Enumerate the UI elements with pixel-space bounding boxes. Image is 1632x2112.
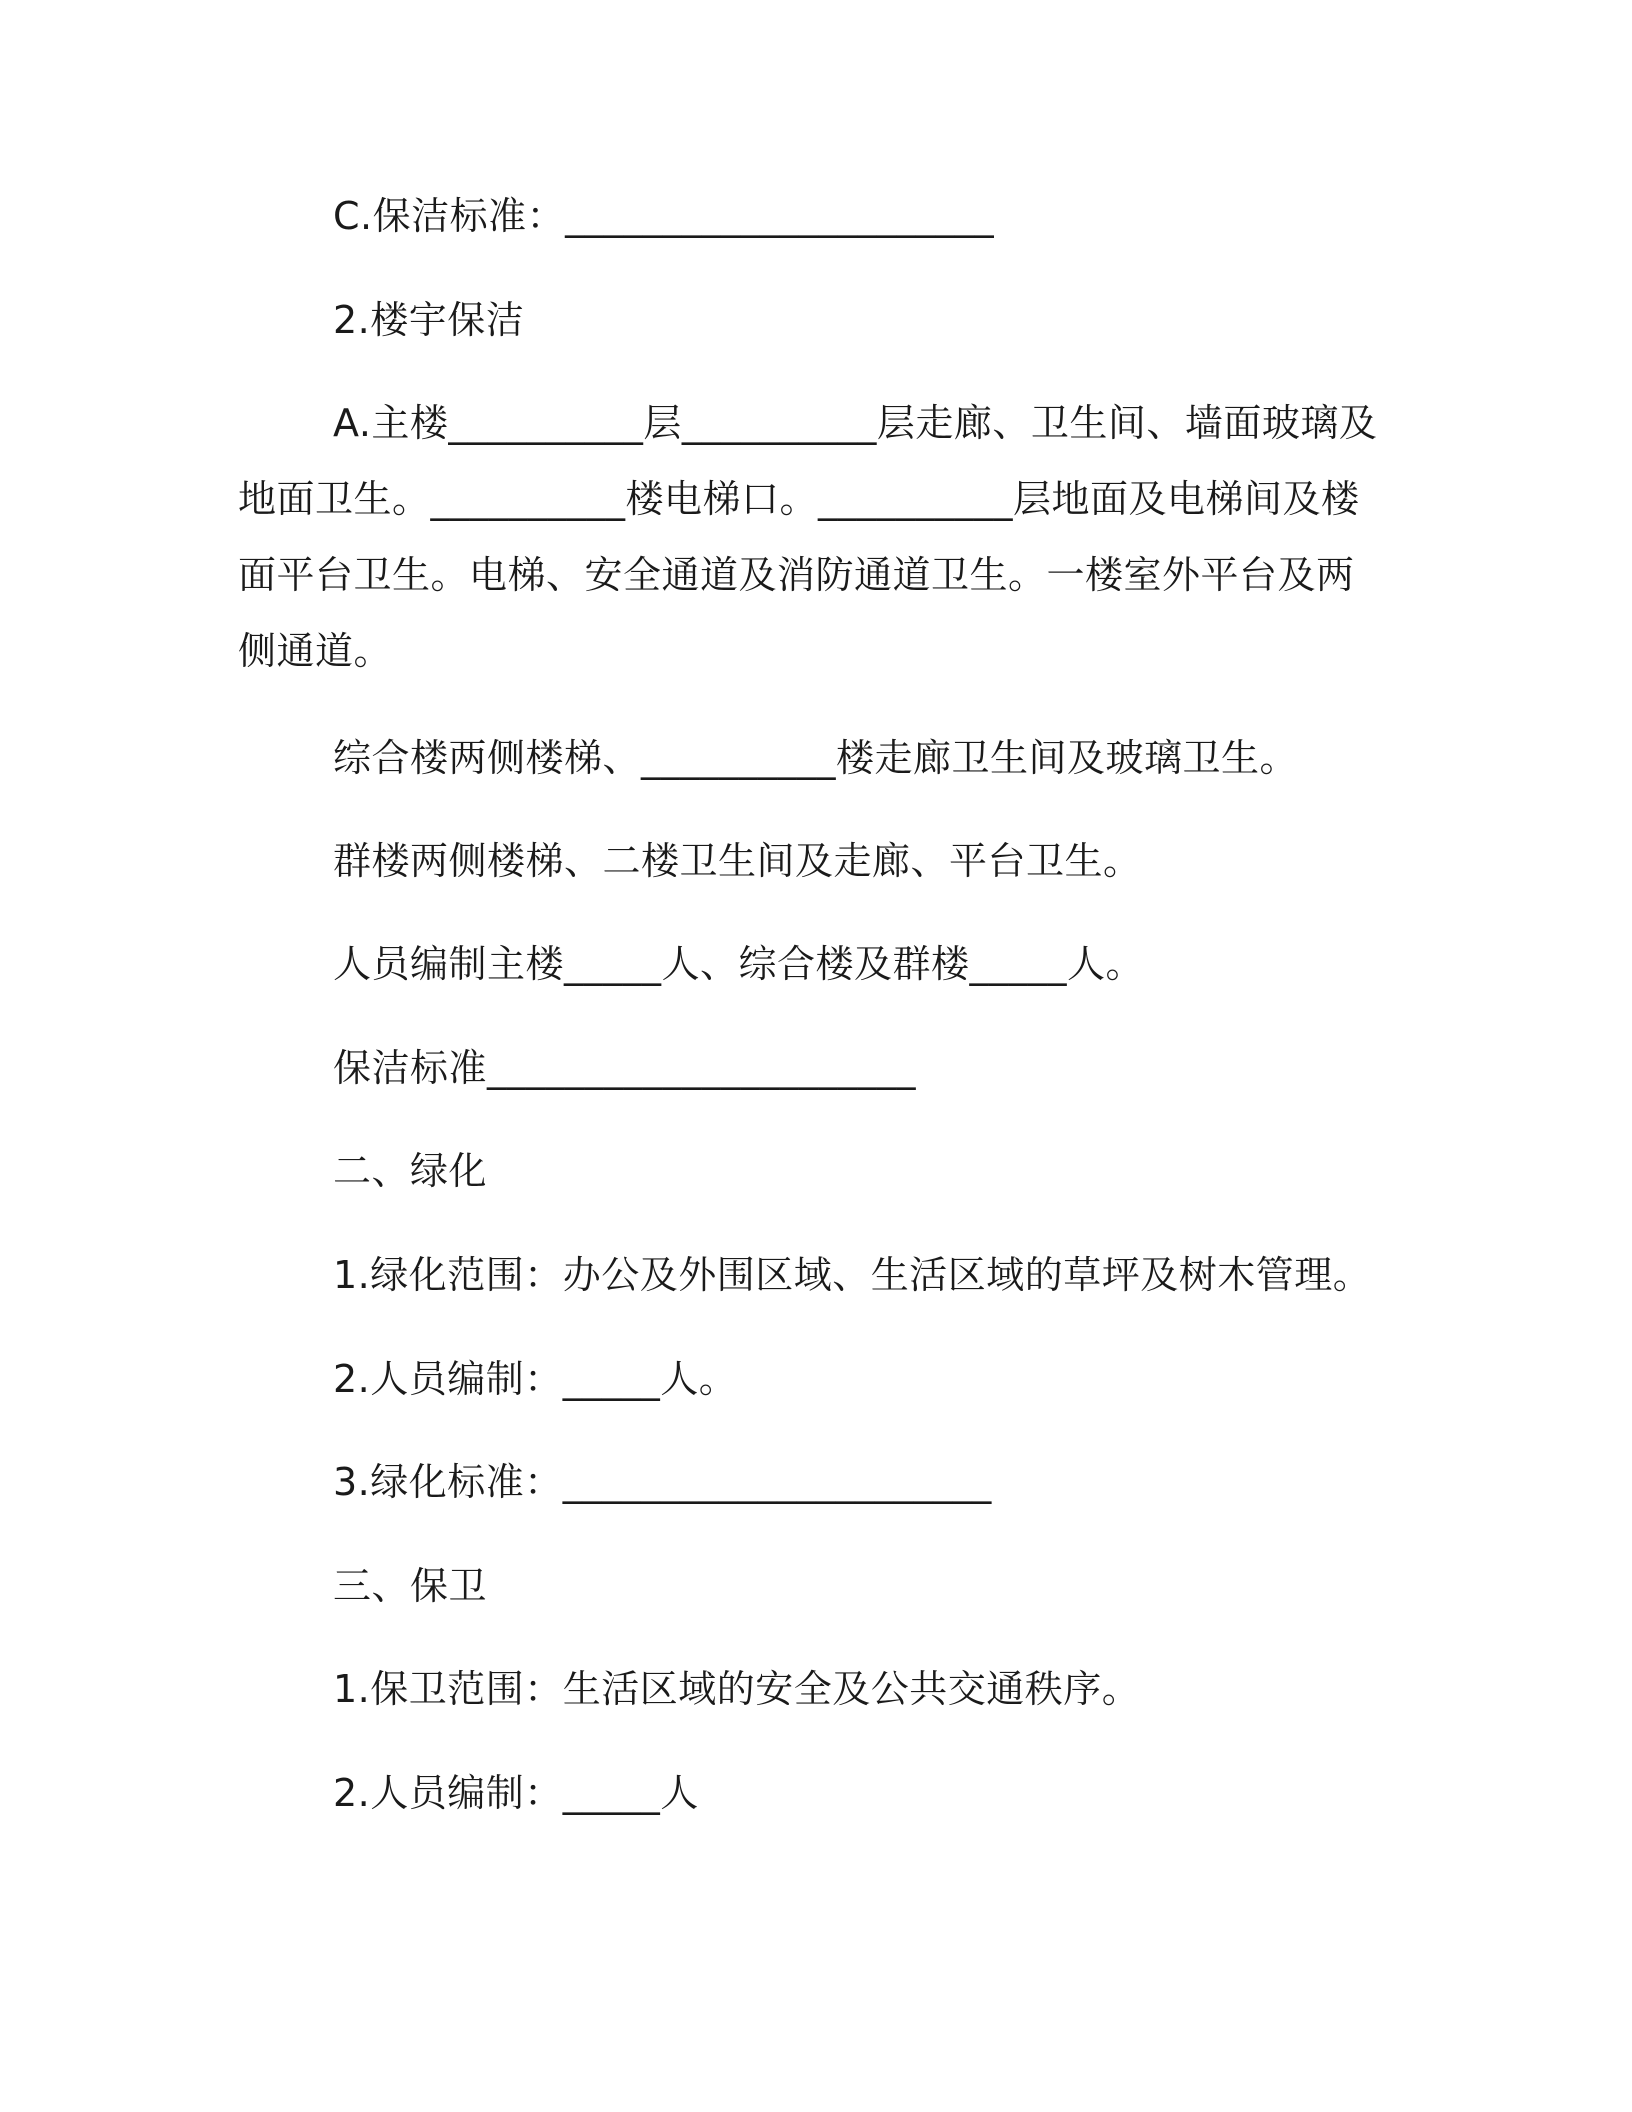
group-building-line: 群楼两侧楼梯、二楼卫生间及走廊、平台卫生。 xyxy=(333,839,1142,883)
building-cleaning-heading: 2.楼宇保洁 xyxy=(333,298,525,342)
greening-staff-line: 2.人员编制：_____人。 xyxy=(333,1357,738,1401)
security-staff-line: 2.人员编制：_____人 xyxy=(333,1771,699,1815)
security-scope-line: 1.保卫范围：生活区域的安全及公共交通秩序。 xyxy=(333,1667,1141,1711)
cleaning-standard-c-line: C.保洁标准：______________________ xyxy=(333,194,995,238)
complex-building-line: 综合楼两侧楼梯、__________楼走廊卫生间及玻璃卫生。 xyxy=(333,736,1299,780)
greening-standard-line: 3.绿化标准：______________________ xyxy=(333,1460,992,1504)
main-building-paragraph: A.主楼__________层__________层走廊、卫生间、墙面玻璃及地面卫生。__________楼电梯口。__________层地面及电梯间及楼面平台卫生。电梯、安全通道及消防通道卫生。一楼室外平台及两侧通道。 xyxy=(238,401,1378,673)
section-greening-heading: 二、绿化 xyxy=(333,1149,488,1193)
greening-scope-line: 1.绿化范围：办公及外围区域、生活区域的草坪及树木管理。 xyxy=(333,1253,1372,1297)
staffing-main-line: 人员编制主楼_____人、综合楼及群楼_____人。 xyxy=(333,942,1145,986)
section-security-heading: 三、保卫 xyxy=(333,1564,488,1608)
cleaning-standard-line: 保洁标准______________________ xyxy=(333,1046,917,1090)
